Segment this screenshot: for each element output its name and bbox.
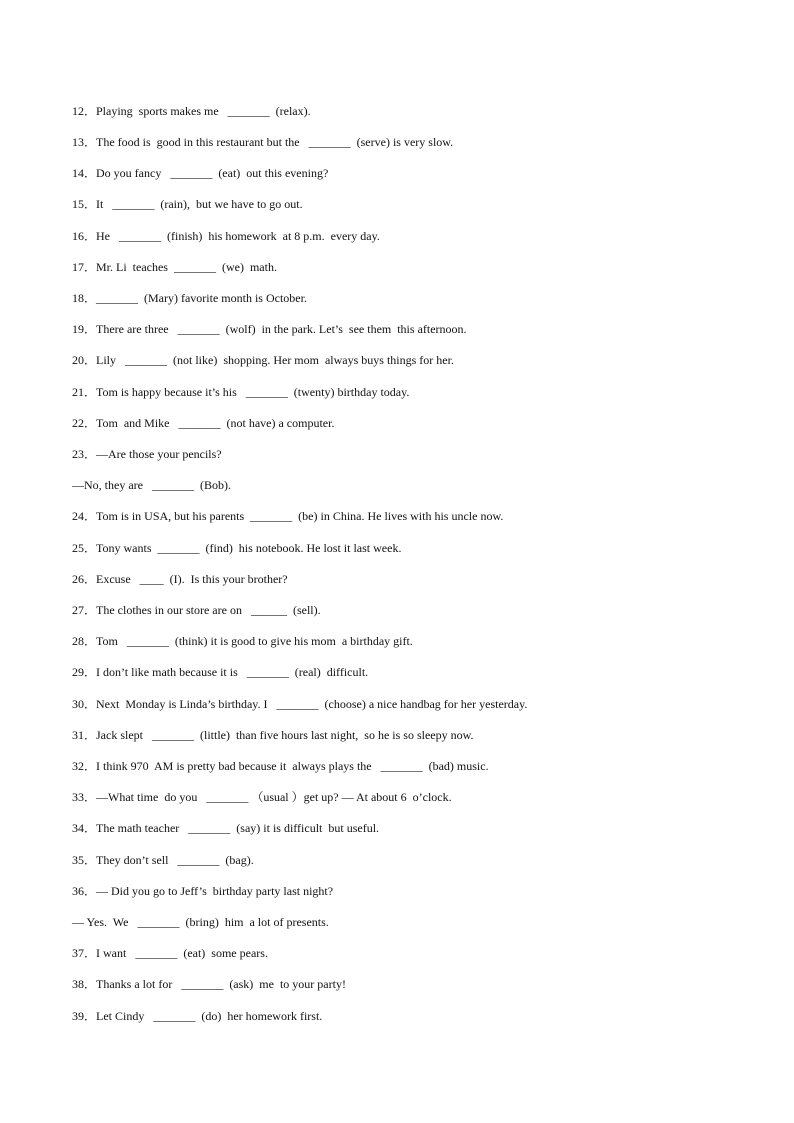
exercise-line: 32．I think 970 AM is pretty bad because it always plays the _______ (bad) music. [72, 759, 489, 773]
exercise-line: 13．The food is good in this restaurant but the _______ (serve) is very slow. [72, 135, 454, 149]
exercise-line: 30．Next Monday is Linda’s birthday. I _______ (choose) a nice handbag for her yesterday. [72, 697, 528, 711]
exercise-answer-line: —No, they are _______ (Bob). [72, 478, 231, 492]
exercise-line: 27．The clothes in our store are on ______ (sell). [72, 603, 321, 617]
exercise-answer-line: — Yes. We _______ (bring) him a lot of presents. [72, 915, 329, 929]
exercise-line: 15．It _______ (rain), but we have to go out. [72, 197, 303, 211]
exercise-line: 23．—Are those your pencils? [72, 447, 222, 461]
exercise-line: 29．I don’t like math because it is _______ (real) difficult. [72, 665, 369, 679]
exercise-line: 18．_______ (Mary) favorite month is October. [72, 291, 307, 305]
exercise-line: 39．Let Cindy _______ (do) her homework first. [72, 1009, 323, 1023]
exercise-line: 24．Tom is in USA, but his parents _______ (be) in China. He lives with his uncle now. [72, 509, 504, 523]
exercise-line: 21．Tom is happy because it’s his _______ (twenty) birthday today. [72, 385, 410, 399]
exercise-line: 34．The math teacher _______ (say) it is difficult but useful. [72, 821, 380, 835]
exercise-line: 19．There are three _______ (wolf) in the park. Let’s see them this afternoon. [72, 322, 467, 336]
exercise-line: 12．Playing sports makes me _______ (relax). [72, 104, 311, 118]
exercise-line: 25．Tony wants _______ (find) his notebook. He lost it last week. [72, 541, 402, 555]
exercise-line: 38．Thanks a lot for _______ (ask) me to your party! [72, 977, 346, 991]
exercise-line: 17．Mr. Li teaches _______ (we) math. [72, 260, 277, 274]
exercise-line: 28．Tom _______ (think) it is good to give his mom a birthday gift. [72, 634, 413, 648]
exercise-line: 31．Jack slept _______ (little) than five hours last night, so he is so sleepy now. [72, 728, 474, 742]
exercise-line: 22．Tom and Mike _______ (not have) a computer. [72, 416, 335, 430]
exercise-line: 20．Lily _______ (not like) shopping. Her mom always buys things for her. [72, 353, 454, 367]
exercise-line: 14．Do you fancy _______ (eat) out this evening? [72, 166, 329, 180]
exercise-line: 35．They don’t sell _______ (bag). [72, 853, 254, 867]
exercise-line: 37．I want _______ (eat) some pears. [72, 946, 268, 960]
exercise-line: 33．—What time do you _______ （usual ）get up? — At about 6 o’clock. [72, 790, 452, 804]
exercise-line: 16．He _______ (finish) his homework at 8 p.m. every day. [72, 229, 380, 243]
exercise-line: 36．— Did you go to Jeff’s birthday party last night? [72, 884, 334, 898]
exercise-line: 26．Excuse ____ (I). Is this your brother? [72, 572, 288, 586]
